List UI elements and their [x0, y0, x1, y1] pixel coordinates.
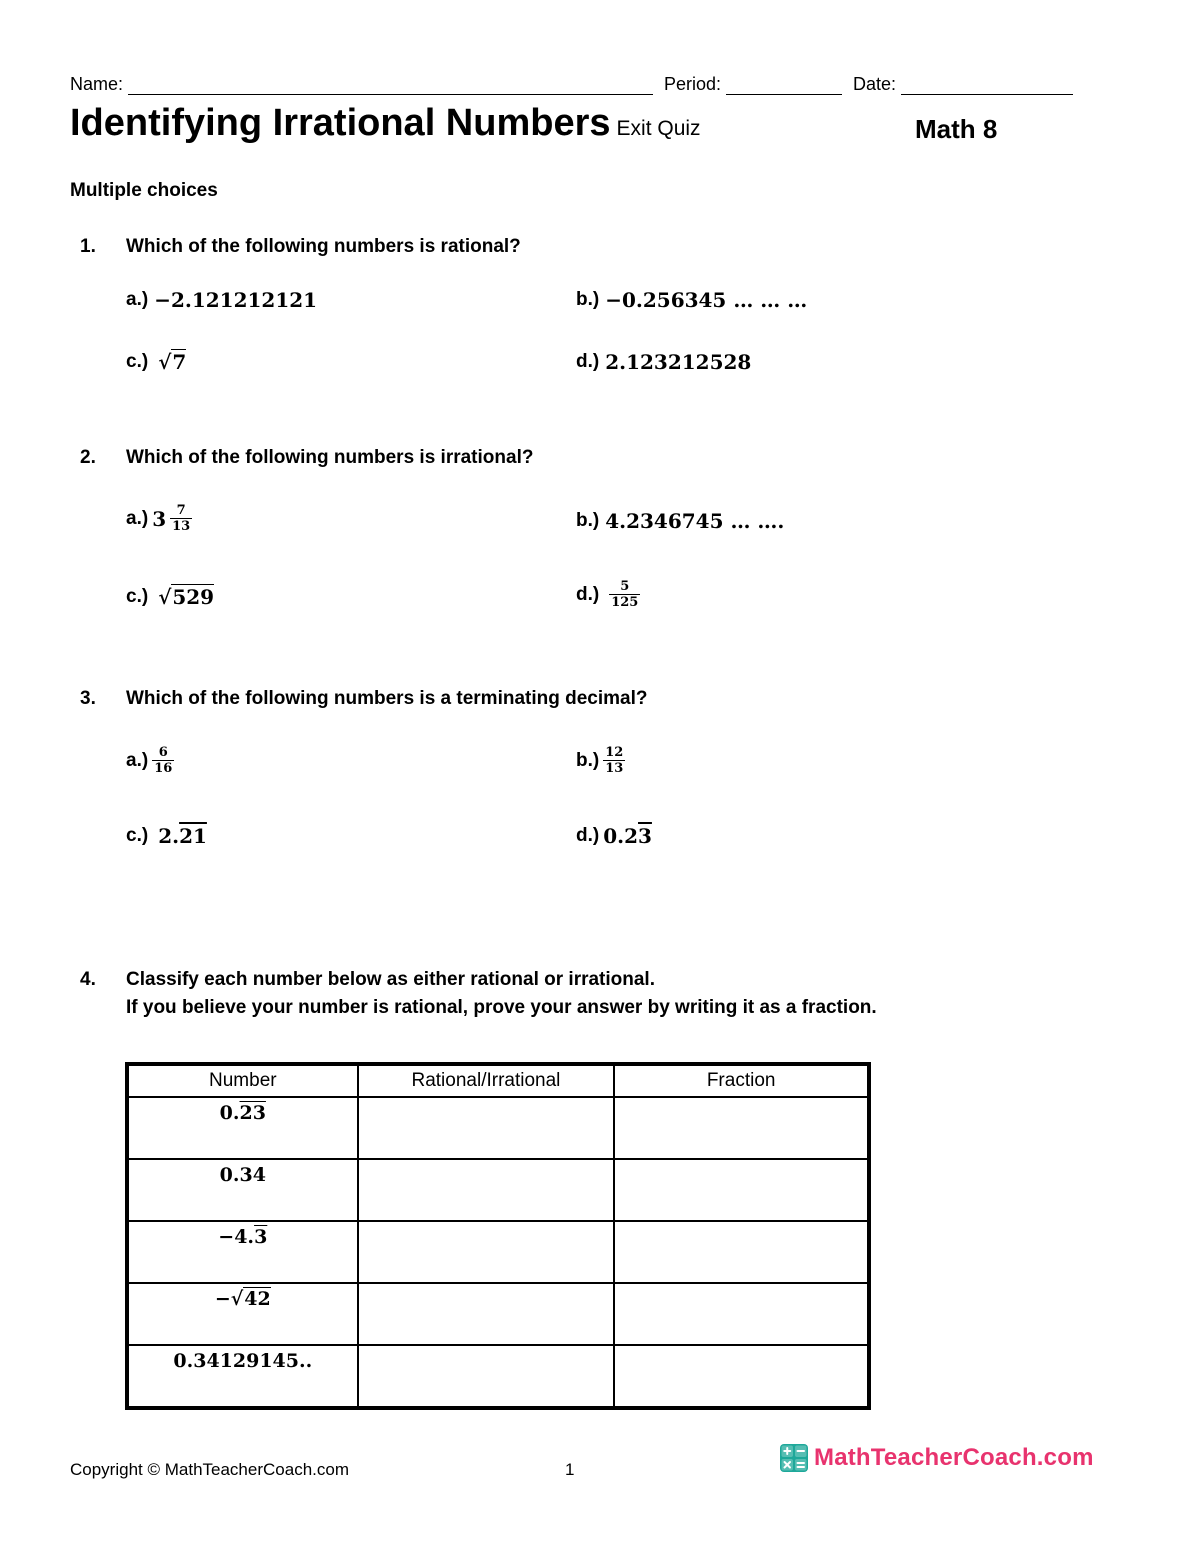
- answer-cell-classification[interactable]: [358, 1283, 615, 1345]
- choice-value: 2.123212528: [605, 350, 752, 374]
- fraction: [152, 746, 174, 775]
- table-row: [127, 1345, 869, 1408]
- repeating-digits: 3: [254, 1226, 268, 1248]
- choice-label: b.): [576, 510, 600, 531]
- period-blank[interactable]: [726, 76, 842, 95]
- answer-cell-fraction[interactable]: [614, 1283, 869, 1345]
- choice-label: c.): [126, 586, 149, 607]
- answer-cell-classification[interactable]: [358, 1097, 615, 1159]
- choice-c[interactable]: [126, 350, 186, 374]
- title-subtitle: Exit Quiz: [616, 117, 701, 140]
- denominator: 13: [605, 760, 624, 776]
- repeating-decimal: [603, 824, 652, 848]
- choice-a[interactable]: [126, 746, 174, 775]
- sqrt-expression: √529: [158, 585, 215, 609]
- choice-value: −2.121212121: [154, 288, 318, 312]
- choice-c[interactable]: [126, 824, 207, 848]
- choice-d[interactable]: [576, 350, 751, 374]
- choice-d[interactable]: [576, 580, 640, 609]
- date-blank[interactable]: [901, 76, 1073, 95]
- number-text: −4.: [218, 1226, 255, 1248]
- choice-value: −0.256345 … … …: [605, 288, 808, 312]
- repeating-digits: 23: [239, 1102, 266, 1124]
- name-label: Name:: [70, 74, 124, 94]
- answer-cell-classification[interactable]: [358, 1159, 615, 1221]
- choice-label: c.): [126, 351, 149, 372]
- header-number: Number: [127, 1064, 358, 1097]
- question-text-line2: If you believe your number is rational, prove your answer by writing it as a fraction.: [126, 997, 877, 1018]
- question-text: Which of the following numbers is rational?: [126, 236, 521, 257]
- choice-label: d.): [576, 825, 600, 846]
- choice-label: a.): [126, 749, 149, 771]
- choice-label: a.): [126, 507, 149, 529]
- choice-d[interactable]: [576, 824, 652, 848]
- numerator: 12: [605, 745, 624, 760]
- number-text: −: [214, 1288, 231, 1310]
- question-number: 4.: [80, 969, 96, 990]
- number-cell: [127, 1221, 358, 1283]
- number-cell: [127, 1097, 358, 1159]
- choice-b[interactable]: [576, 509, 784, 533]
- table-row: [127, 1159, 869, 1221]
- name-field[interactable]: [70, 74, 653, 95]
- table-row: [127, 1221, 869, 1283]
- table-row: [127, 1283, 869, 1345]
- choice-a[interactable]: [126, 504, 192, 533]
- radicand: 529: [172, 585, 215, 609]
- mixed-whole: 3: [152, 506, 167, 531]
- choice-value: 4.2346745 … ….: [605, 509, 785, 533]
- numerator: 6: [158, 745, 168, 760]
- fraction: [170, 504, 192, 533]
- decimal-part: 2.: [158, 824, 180, 848]
- answer-cell-fraction[interactable]: [614, 1159, 869, 1221]
- page-number: 1: [565, 1460, 575, 1479]
- answer-cell-classification[interactable]: [358, 1345, 615, 1408]
- answer-cell-fraction[interactable]: [614, 1345, 869, 1408]
- choice-c[interactable]: [126, 585, 214, 609]
- numerator: 5: [620, 579, 630, 594]
- choice-label: b.): [576, 749, 600, 771]
- choice-label: c.): [126, 825, 149, 846]
- denominator: 13: [172, 518, 191, 534]
- section-heading: Multiple choices: [70, 180, 218, 201]
- answer-cell-classification[interactable]: [358, 1221, 615, 1283]
- question-text: Which of the following numbers is a terminating decimal?: [126, 688, 648, 709]
- numerator: 7: [176, 503, 186, 518]
- number-cell: −√42: [127, 1283, 358, 1345]
- repeating-decimal: [158, 824, 207, 848]
- choice-a[interactable]: [126, 288, 317, 312]
- answer-cell-fraction[interactable]: [614, 1097, 869, 1159]
- radicand: 7: [172, 350, 187, 374]
- date-label: Date:: [853, 74, 897, 94]
- question-number: 2.: [80, 447, 96, 468]
- classification-table: [125, 1062, 871, 1410]
- choice-b[interactable]: [576, 746, 625, 775]
- subject-label: Math 8: [915, 114, 998, 144]
- brand-name: MathTeacherCoach.com: [814, 1444, 1094, 1471]
- answer-cell-fraction[interactable]: [614, 1221, 869, 1283]
- table-header-row: [127, 1064, 869, 1097]
- number-cell: [127, 1345, 358, 1408]
- title-text: Identifying Irrational Numbers: [70, 102, 611, 144]
- table-row: [127, 1097, 869, 1159]
- date-field[interactable]: [853, 74, 1073, 95]
- period-field[interactable]: [664, 74, 842, 95]
- denominator: 16: [154, 760, 173, 776]
- header-fraction: Fraction: [614, 1064, 869, 1097]
- radicand: 42: [244, 1288, 271, 1310]
- question-number: 3.: [80, 688, 96, 709]
- period-label: Period:: [664, 74, 722, 94]
- copyright-text: Copyright © MathTeacherCoach.com: [70, 1460, 349, 1479]
- number-text: 0.: [219, 1102, 240, 1124]
- number-cell: [127, 1159, 358, 1221]
- brand-logo: [780, 1444, 1094, 1472]
- fraction: [609, 580, 640, 609]
- fraction: [603, 746, 625, 775]
- choice-label: d.): [576, 351, 600, 372]
- question-number: 1.: [80, 236, 96, 257]
- repeating-digits: 21: [179, 824, 207, 848]
- denominator: 125: [611, 594, 639, 610]
- number-text: 0.34129145..: [173, 1350, 313, 1372]
- number-text: 0.34: [219, 1164, 266, 1186]
- question-text: Which of the following numbers is irrational?: [126, 447, 534, 468]
- calculator-icon: [780, 1444, 808, 1472]
- question-text-line1: Classify each number below as either rational or irrational.: [126, 969, 655, 990]
- choice-label: b.): [576, 289, 600, 310]
- decimal-part: 0.2: [603, 824, 639, 848]
- page-title: [70, 102, 701, 145]
- sqrt-expression: √7: [158, 350, 187, 374]
- choice-label: d.): [576, 583, 600, 605]
- name-blank[interactable]: [128, 76, 653, 95]
- choice-b[interactable]: [576, 288, 807, 312]
- repeating-digits: 3: [638, 824, 652, 848]
- header-rational-irrational: Rational/Irrational: [358, 1064, 615, 1097]
- choice-label: a.): [126, 289, 149, 310]
